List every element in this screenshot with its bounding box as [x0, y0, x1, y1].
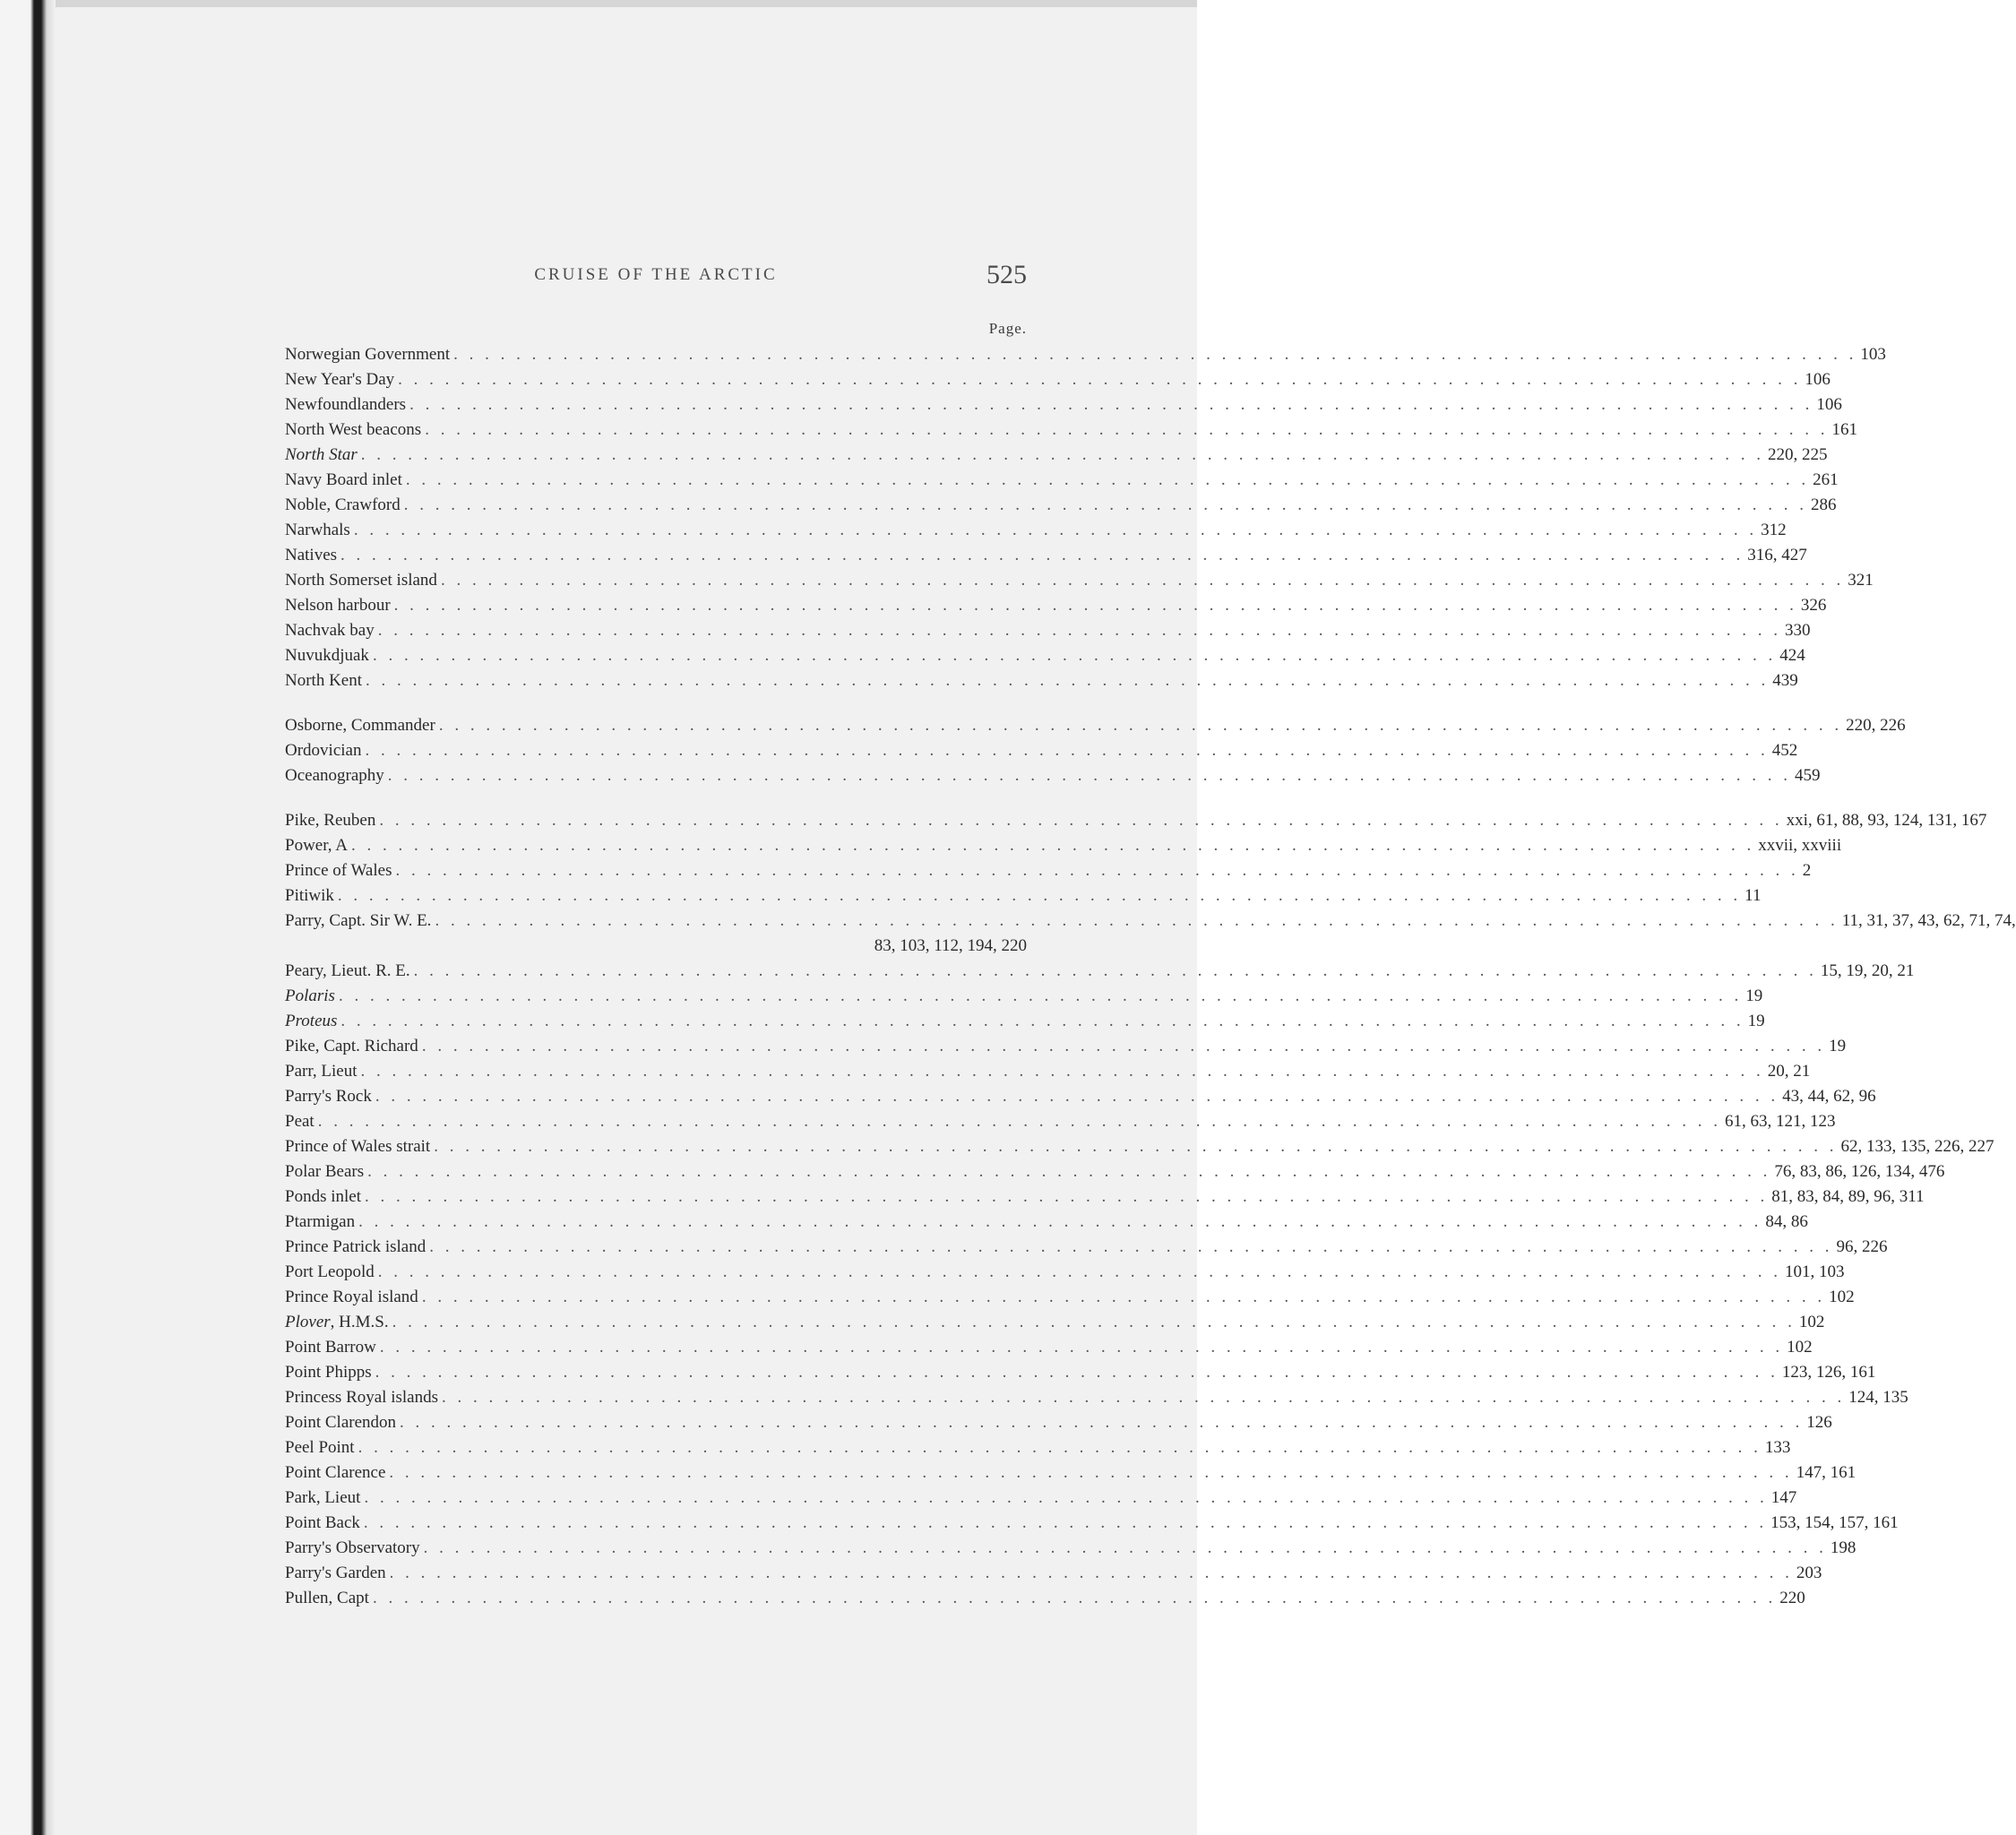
index-pages: 147, 161 — [1796, 1463, 1857, 1482]
index-entry — [285, 1561, 1822, 1586]
index-entry — [285, 1134, 1994, 1159]
index-term: Navy Board inlet — [285, 470, 402, 489]
index-term: Prince of Wales strait — [285, 1137, 431, 1156]
page-number: 525 — [986, 260, 1027, 289]
index-term: Power, A — [285, 836, 348, 855]
index-entry — [285, 959, 1915, 984]
dot-leader: . . . . . . . . . . . . . . . . . . . . . . . . . . . . . . . . . . . . . . . . . . . . . . . . . . . . . . . . . . . . . . . . . . . . . . . . . . . . . . . . . . . . . . . . . . — [358, 1438, 1762, 1457]
index-term: Peat — [285, 1112, 314, 1131]
index-term: Point Phipps — [285, 1363, 372, 1382]
index-entry-continuation — [285, 934, 1027, 959]
index-term: Pullen, Capt — [285, 1589, 369, 1607]
index-entry — [285, 1511, 1899, 1536]
page-header — [285, 260, 1027, 296]
index-term: Peary, Lieut. R. E. — [285, 961, 410, 980]
dot-leader: . . . . . . . . . . . . . . . . . . . . . . . . . . . . . . . . . . . . . . . . . . . . . . . . . . . . . . . . . . . . . . . . . . . . . . . . . . . . . . . . . . . . . . . . . . — [364, 1488, 1768, 1507]
index-pages: 203 — [1796, 1564, 1822, 1582]
index-term: Peel Point — [285, 1438, 355, 1457]
dot-leader: . . . . . . . . . . . . . . . . . . . . . . . . . . . . . . . . . . . . . . . . . . . . . . . . . . . . . . . . . . . . . . . . . . . . . . . . . . . . . . . . . . . . . . . . . . — [395, 861, 1799, 880]
dot-leader: . . . . . . . . . . . . . . . . . . . . . . . . . . . . . . . . . . . . . . . . . . . . . . . . . . . . . . . . . . . . . . . . . . . . . . . . . . . . . . . . . . . . . . . . . . — [442, 1388, 1846, 1407]
index-entry — [285, 1310, 1825, 1335]
dot-leader: . . . . . . . . . . . . . . . . . . . . . . . . . . . . . . . . . . . . . . . . . . . . . . . . . . . . . . . . . . . . . . . . . . . . . . . . . . . . . . . . . . . . . . . . . . — [435, 911, 1839, 930]
index-term: Point Barrow — [285, 1338, 376, 1357]
index-term: Parr, Lieut — [285, 1062, 358, 1081]
index-term: Polaris — [285, 986, 335, 1005]
dot-leader: . . . . . . . . . . . . . . . . . . . . . . . . . . . . . . . . . . . . . . . . . . . . . . . . . . . . . . . . . . . . . . . . . . . . . . . . . . . . . . . . . . . . . . . . . . — [317, 1112, 1721, 1131]
index-pages: 286 — [1811, 495, 1837, 514]
index-list — [285, 342, 2016, 1631]
index-term: Natives — [285, 546, 338, 564]
index-term: Pike, Capt. Richard — [285, 1037, 418, 1055]
index-term: Proteus — [285, 1012, 338, 1030]
dot-leader: . . . . . . . . . . . . . . . . . . . . . . . . . . . . . . . . . . . . . . . . . . . . . . . . . . . . . . . . . . . . . . . . . . . . . . . . . . . . . . . . . . . . . . . . . . — [366, 671, 1770, 690]
index-entry — [285, 713, 1906, 738]
index-term: Newfoundlanders — [285, 395, 407, 414]
index-pages: 11, 31, 37, 43, 62, 71, 74, — [1841, 911, 2016, 930]
dot-leader: . . . . . . . . . . . . . . . . . . . . . . . . . . . . . . . . . . . . . . . . . . . . . . . . . . . . . . . . . . . . . . . . . . . . . . . . . . . . . . . . . . . . . . . . . . — [389, 1463, 1793, 1482]
index-entry — [285, 1109, 1836, 1134]
dot-leader: . . . . . . . . . . . . . . . . . . . . . . . . . . . . . . . . . . . . . . . . . . . . . . . . . . . . . . . . . . . . . . . . . . . . . . . . . . . . . . . . . . . . . . . . . . — [421, 1288, 1826, 1306]
dot-leader: . . . . . . . . . . . . . . . . . . . . . . . . . . . . . . . . . . . . . . . . . . . . . . . . . . . . . . . . . . . . . . . . . . . . . . . . . . . . . . . . . . . . . . . . . . — [375, 1087, 1779, 1106]
index-entry — [285, 1159, 1945, 1185]
index-entry — [285, 833, 1842, 858]
index-term: Pike, Reuben — [285, 811, 376, 830]
index-pages: 43, 44, 62, 96 — [1782, 1087, 1876, 1106]
index-entry — [285, 468, 1839, 493]
index-pages: 459 — [1795, 766, 1821, 785]
index-term: Point Clarendon — [285, 1413, 397, 1432]
index-pages: 76, 83, 86, 126, 134, 476 — [1774, 1162, 1945, 1181]
index-entry — [285, 543, 1807, 568]
dot-leader: . . . . . . . . . . . . . . . . . . . . . . . . . . . . . . . . . . . . . . . . . . . . . . . . . . . . . . . . . . . . . . . . . . . . . . . . . . . . . . . . . . . . . . . . . . — [425, 420, 1829, 439]
index-entry — [285, 443, 1828, 468]
dot-leader: . . . . . . . . . . . . . . . . . . . . . . . . . . . . . . . . . . . . . . . . . . . . . . . . . . . . . . . . . . . . . . . . . . . . . . . . . . . . . . . . . . . . . . . . . . — [392, 1313, 1796, 1331]
dot-leader: . . . . . . . . . . . . . . . . . . . . . . . . . . . . . . . . . . . . . . . . . . . . . . . . . . . . . . . . . . . . . . . . . . . . . . . . . . . . . . . . . . . . . . . . . . — [372, 1589, 1777, 1607]
page-column-label: Page. — [988, 320, 1027, 337]
index-pages: 106 — [1805, 370, 1831, 389]
dot-leader: . . . . . . . . . . . . . . . . . . . . . . . . . . . . . . . . . . . . . . . . . . . . . . . . . . . . . . . . . . . . . . . . . . . . . . . . . . . . . . . . . . . . . . . . . . — [337, 886, 1742, 905]
dot-leader: . . . . . . . . . . . . . . . . . . . . . . . . . . . . . . . . . . . . . . . . . . . . . . . . . . . . . . . . . . . . . . . . . . . . . . . . . . . . . . . . . . . . . . . . . . — [379, 811, 1783, 830]
dot-leader: . . . . . . . . . . . . . . . . . . . . . . . . . . . . . . . . . . . . . . . . . . . . . . . . . . . . . . . . . . . . . . . . . . . . . . . . . . . . . . . . . . . . . . . . . . — [364, 1187, 1769, 1206]
index-pages: 161 — [1831, 420, 1857, 439]
dot-leader: . . . . . . . . . . . . . . . . . . . . . . . . . . . . . . . . . . . . . . . . . . . . . . . . . . . . . . . . . . . . . . . . . . . . . . . . . . . . . . . . . . . . . . . . . . — [338, 986, 1743, 1005]
index-pages: 2 — [1802, 861, 1812, 880]
dot-leader: . . . . . . . . . . . . . . . . . . . . . . . . . . . . . . . . . . . . . . . . . . . . . . . . . . . . . . . . . . . . . . . . . . . . . . . . . . . . . . . . . . . . . . . . . . — [365, 741, 1769, 760]
index-pages: 103 — [1860, 345, 1886, 364]
dot-leader: . . . . . . . . . . . . . . . . . . . . . . . . . . . . . . . . . . . . . . . . . . . . . . . . . . . . . . . . . . . . . . . . . . . . . . . . . . . . . . . . . . . . . . . . . . — [377, 1262, 1781, 1281]
index-pages: 133 — [1764, 1438, 1791, 1457]
index-pages: 452 — [1771, 741, 1798, 760]
index-pages: 106 — [1816, 395, 1842, 414]
index-term: New Year's Day — [285, 370, 395, 389]
dot-leader: . . . . . . . . . . . . . . . . . . . . . . . . . . . . . . . . . . . . . . . . . . . . . . . . . . . . . . . . . . . . . . . . . . . . . . . . . . . . . . . . . . . . . . . . . . — [429, 1237, 1833, 1256]
dot-leader: . . . . . . . . . . . . . . . . . . . . . . . . . . . . . . . . . . . . . . . . . . . . . . . . . . . . . . . . . . . . . . . . . . . . . . . . . . . . . . . . . . . . . . . . . . — [393, 596, 1797, 615]
dot-leader: . . . . . . . . . . . . . . . . . . . . . . . . . . . . . . . . . . . . . . . . . . . . . . . . . . . . . . . . . . . . . . . . . . . . . . . . . . . . . . . . . . . . . . . . . . — [372, 646, 1777, 665]
index-pages: 147 — [1770, 1488, 1797, 1507]
index-pages: 316, 427 — [1747, 546, 1807, 564]
dot-leader: . . . . . . . . . . . . . . . . . . . . . . . . . . . . . . . . . . . . . . . . . . . . . . . . . . . . . . . . . . . . . . . . . . . . . . . . . . . . . . . . . . . . . . . . . . — [363, 1513, 1768, 1532]
index-term: Prince Royal island — [285, 1288, 418, 1306]
index-pages: 102 — [1829, 1288, 1855, 1306]
index-pages: 326 — [1800, 596, 1827, 615]
index-entry — [285, 763, 1821, 788]
dot-leader: . . . . . . . . . . . . . . . . . . . . . . . . . . . . . . . . . . . . . . . . . . . . . . . . . . . . . . . . . . . . . . . . . . . . . . . . . . . . . . . . . . . . . . . . . . — [340, 546, 1745, 564]
index-term: Prince of Wales — [285, 861, 392, 880]
index-pages: 11 — [1745, 886, 1762, 905]
index-entry — [285, 1410, 1832, 1435]
index-pages: 261 — [1813, 470, 1839, 489]
index-pages: xxi, 61, 88, 93, 124, 131, 167 — [1786, 811, 1987, 830]
index-pages: 124, 135 — [1848, 1388, 1908, 1407]
dot-leader: . . . . . . . . . . . . . . . . . . . . . . . . . . . . . . . . . . . . . . . . . . . . . . . . . . . . . . . . . . . . . . . . . . . . . . . . . . . . . . . . . . . . . . . . . . — [340, 1012, 1745, 1030]
dot-leader: . . . . . . . . . . . . . . . . . . . . . . . . . . . . . . . . . . . . . . . . . . . . . . . . . . . . . . . . . . . . . . . . . . . . . . . . . . . . . . . . . . . . . . . . . . — [350, 836, 1755, 855]
index-pages: 101, 103 — [1785, 1262, 1845, 1281]
index-entry — [285, 1486, 1797, 1511]
index-entry — [285, 392, 1842, 418]
index-pages: 84, 86 — [1765, 1212, 1808, 1231]
index-term: Polar Bears — [285, 1162, 365, 1181]
index-term: Osborne, Commander — [285, 716, 435, 735]
index-group — [285, 713, 1906, 788]
index-term: Point Clarence — [285, 1463, 386, 1482]
scan-edge — [0, 0, 56, 1835]
index-pages: 102 — [1798, 1313, 1825, 1331]
index-term: Ptarmigan — [285, 1212, 356, 1231]
index-pages: 220 — [1779, 1589, 1805, 1607]
index-entry — [285, 367, 1831, 392]
index-term: Ponds inlet — [285, 1187, 361, 1206]
index-pages: 198 — [1830, 1538, 1857, 1557]
index-entry — [285, 1059, 1811, 1084]
index-term: Park, Lieut — [285, 1488, 361, 1507]
index-term: Norwegian Government — [285, 345, 451, 364]
index-entry — [285, 1335, 1813, 1360]
index-entry — [285, 883, 1762, 909]
index-pages: 153, 154, 157, 161 — [1770, 1513, 1899, 1532]
index-term: North Kent — [285, 671, 363, 690]
dot-leader: . . . . . . . . . . . . . . . . . . . . . . . . . . . . . . . . . . . . . . . . . . . . . . . . . . . . . . . . . . . . . . . . . . . . . . . . . . . . . . . . . . . . . . . . . . — [353, 521, 1758, 539]
dot-leader: . . . . . . . . . . . . . . . . . . . . . . . . . . . . . . . . . . . . . . . . . . . . . . . . . . . . . . . . . . . . . . . . . . . . . . . . . . . . . . . . . . . . . . . . . . — [379, 1338, 1784, 1357]
index-pages: 19 — [1745, 986, 1763, 1005]
index-entry — [285, 1009, 1765, 1034]
dot-leader: . . . . . . . . . . . . . . . . . . . . . . . . . . . . . . . . . . . . . . . . . . . . . . . . . . . . . . . . . . . . . . . . . . . . . . . . . . . . . . . . . . . . . . . . . . — [358, 1212, 1762, 1231]
index-term: Parry's Rock — [285, 1087, 372, 1106]
index-term: Princess Royal islands — [285, 1388, 438, 1407]
dot-leader: . . . . . . . . . . . . . . . . . . . . . . . . . . . . . . . . . . . . . . . . . . . . . . . . . . . . . . . . . . . . . . . . . . . . . . . . . . . . . . . . . . . . . . . . . . — [389, 1564, 1793, 1582]
dot-leader: . . . . . . . . . . . . . . . . . . . . . . . . . . . . . . . . . . . . . . . . . . . . . . . . . . . . . . . . . . . . . . . . . . . . . . . . . . . . . . . . . . . . . . . . . . — [440, 571, 1845, 590]
index-entry — [285, 858, 1812, 883]
index-entry — [285, 1285, 1855, 1310]
dot-leader: . . . . . . . . . . . . . . . . . . . . . . . . . . . . . . . . . . . . . . . . . . . . . . . . . . . . . . . . . . . . . . . . . . . . . . . . . . . . . . . . . . . . . . . . . . — [413, 961, 1817, 980]
index-term: Parry, Capt. Sir W. E. — [285, 911, 432, 930]
index-term: Nelson harbour — [285, 596, 391, 615]
index-entry — [285, 568, 1874, 593]
index-pages: 220, 225 — [1768, 445, 1828, 464]
index-pages: xxvii, xxviii — [1758, 836, 1842, 855]
index-entry — [285, 1536, 1857, 1561]
index-entry — [285, 418, 1857, 443]
index-entry — [285, 1084, 1876, 1109]
index-pages: 62, 133, 135, 226, 227 — [1840, 1137, 1994, 1156]
index-entry — [285, 342, 1886, 367]
index-pages: 220, 226 — [1846, 716, 1906, 735]
index-pages: 126 — [1806, 1413, 1832, 1432]
index-term: Parry's Garden — [285, 1564, 386, 1582]
dot-leader: . . . . . . . . . . . . . . . . . . . . . . . . . . . . . . . . . . . . . . . . . . . . . . . . . . . . . . . . . . . . . . . . . . . . . . . . . . . . . . . . . . . . . . . . . . — [438, 716, 1843, 735]
index-entry — [285, 808, 1987, 833]
dot-leader: . . . . . . . . . . . . . . . . . . . . . . . . . . . . . . . . . . . . . . . . . . . . . . . . . . . . . . . . . . . . . . . . . . . . . . . . . . . . . . . . . . . . . . . . . . — [423, 1538, 1827, 1557]
dot-leader: . . . . . . . . . . . . . . . . . . . . . . . . . . . . . . . . . . . . . . . . . . . . . . . . . . . . . . . . . . . . . . . . . . . . . . . . . . . . . . . . . . . . . . . . . . — [453, 345, 1857, 364]
index-entry — [285, 668, 1798, 694]
index-pages: 439 — [1772, 671, 1798, 690]
dot-leader: . . . . . . . . . . . . . . . . . . . . . . . . . . . . . . . . . . . . . . . . . . . . . . . . . . . . . . . . . . . . . . . . . . . . . . . . . . . . . . . . . . . . . . . . . . — [360, 445, 1765, 464]
index-pages: 330 — [1784, 621, 1811, 640]
index-entry — [285, 909, 2016, 934]
index-pages: 321 — [1848, 571, 1874, 590]
index-entry — [285, 518, 1787, 543]
index-pages: 96, 226 — [1836, 1237, 1888, 1256]
index-entry — [285, 1210, 1808, 1235]
index-term: Pitiwik — [285, 886, 334, 905]
index-group — [285, 808, 2016, 1611]
index-term: Plover, H.M.S. — [285, 1313, 389, 1331]
index-term: Nachvak bay — [285, 621, 375, 640]
index-entry — [285, 493, 1837, 518]
ship-name: Plover — [285, 1313, 331, 1331]
index-term: Ordovician — [285, 741, 362, 760]
index-entry — [285, 618, 1811, 643]
index-term: Port Leopold — [285, 1262, 375, 1281]
index-entry — [285, 1185, 1925, 1210]
index-pages: 424 — [1779, 646, 1805, 665]
index-pages: 123, 126, 161 — [1781, 1363, 1876, 1382]
index-pages: 19 — [1829, 1037, 1847, 1055]
index-pages: 19 — [1747, 1012, 1765, 1030]
index-entry — [285, 1360, 1876, 1385]
index-entry — [285, 1385, 1908, 1410]
index-pages: 20, 21 — [1767, 1062, 1811, 1081]
dot-leader: . . . . . . . . . . . . . . . . . . . . . . . . . . . . . . . . . . . . . . . . . . . . . . . . . . . . . . . . . . . . . . . . . . . . . . . . . . . . . . . . . . . . . . . . . . — [367, 1162, 1771, 1181]
dot-leader: . . . . . . . . . . . . . . . . . . . . . . . . . . . . . . . . . . . . . . . . . . . . . . . . . . . . . . . . . . . . . . . . . . . . . . . . . . . . . . . . . . . . . . . . . . — [375, 1363, 1779, 1382]
dot-leader: . . . . . . . . . . . . . . . . . . . . . . . . . . . . . . . . . . . . . . . . . . . . . . . . . . . . . . . . . . . . . . . . . . . . . . . . . . . . . . . . . . . . . . . . . . — [409, 395, 1814, 414]
index-term: Point Back — [285, 1513, 360, 1532]
index-pages: 15, 19, 20, 21 — [1820, 961, 1915, 980]
index-term: Noble, Crawford — [285, 495, 401, 514]
index-entry — [285, 643, 1805, 668]
index-group — [285, 342, 1886, 694]
index-pages: 102 — [1787, 1338, 1813, 1357]
index-pages: 61, 63, 121, 123 — [1724, 1112, 1836, 1131]
index-entry — [285, 1260, 1845, 1285]
index-term: Parry's Observatory — [285, 1538, 420, 1557]
dot-leader: . . . . . . . . . . . . . . . . . . . . . . . . . . . . . . . . . . . . . . . . . . . . . . . . . . . . . . . . . . . . . . . . . . . . . . . . . . . . . . . . . . . . . . . . . . — [360, 1062, 1764, 1081]
dot-leader: . . . . . . . . . . . . . . . . . . . . . . . . . . . . . . . . . . . . . . . . . . . . . . . . . . . . . . . . . . . . . . . . . . . . . . . . . . . . . . . . . . . . . . . . . . — [400, 1413, 1804, 1432]
index-entry — [285, 1034, 1847, 1059]
index-term: North Somerset island — [285, 571, 437, 590]
index-term: Oceanography — [285, 766, 384, 785]
dot-leader: . . . . . . . . . . . . . . . . . . . . . . . . . . . . . . . . . . . . . . . . . . . . . . . . . . . . . . . . . . . . . . . . . . . . . . . . . . . . . . . . . . . . . . . . . . — [398, 370, 1802, 389]
dot-leader: . . . . . . . . . . . . . . . . . . . . . . . . . . . . . . . . . . . . . . . . . . . . . . . . . . . . . . . . . . . . . . . . . . . . . . . . . . . . . . . . . . . . . . . . . . — [403, 495, 1807, 514]
index-entry — [285, 1435, 1791, 1460]
index-entry — [285, 738, 1798, 763]
dot-leader: . . . . . . . . . . . . . . . . . . . . . . . . . . . . . . . . . . . . . . . . . . . . . . . . . . . . . . . . . . . . . . . . . . . . . . . . . . . . . . . . . . . . . . . . . . — [405, 470, 1810, 489]
dot-leader: . . . . . . . . . . . . . . . . . . . . . . . . . . . . . . . . . . . . . . . . . . . . . . . . . . . . . . . . . . . . . . . . . . . . . . . . . . . . . . . . . . . . . . . . . . — [387, 766, 1792, 785]
index-term: Nuvukdjuak — [285, 646, 369, 665]
dot-leader: . . . . . . . . . . . . . . . . . . . . . . . . . . . . . . . . . . . . . . . . . . . . . . . . . . . . . . . . . . . . . . . . . . . . . . . . . . . . . . . . . . . . . . . . . . — [421, 1037, 1826, 1055]
running-head: CRUISE OF THE ARCTIC — [534, 265, 778, 284]
index-pages: 312 — [1761, 521, 1787, 539]
index-pages: 83, 103, 112, 194, 220 — [874, 936, 1027, 955]
index-term: North West beacons — [285, 420, 422, 439]
index-entry — [285, 1235, 1888, 1260]
dot-leader: . . . . . . . . . . . . . . . . . . . . . . . . . . . . . . . . . . . . . . . . . . . . . . . . . . . . . . . . . . . . . . . . . . . . . . . . . . . . . . . . . . . . . . . . . . — [377, 621, 1781, 640]
index-term: North Star — [285, 445, 358, 464]
index-entry — [285, 1586, 1805, 1611]
index-pages: 81, 83, 84, 89, 96, 311 — [1771, 1187, 1925, 1206]
index-entry — [285, 593, 1827, 618]
index-term: Prince Patrick island — [285, 1237, 426, 1256]
index-term: Narwhals — [285, 521, 350, 539]
index-entry — [285, 984, 1763, 1009]
dot-leader: . . . . . . . . . . . . . . . . . . . . . . . . . . . . . . . . . . . . . . . . . . . . . . . . . . . . . . . . . . . . . . . . . . . . . . . . . . . . . . . . . . . . . . . . . . — [434, 1137, 1838, 1156]
index-entry — [285, 1460, 1857, 1486]
